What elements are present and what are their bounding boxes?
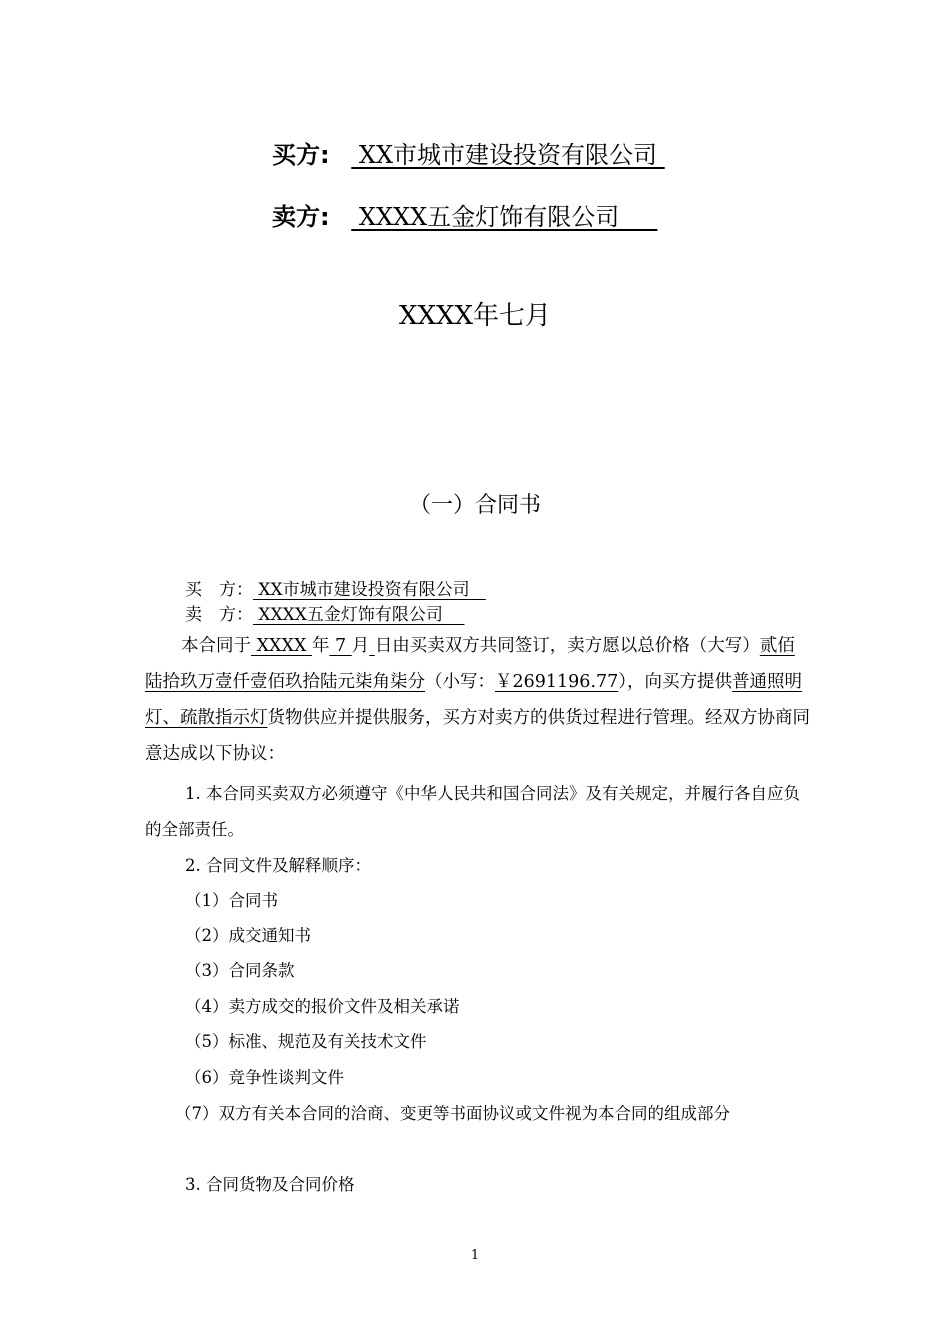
cover-date: XXXX年七月 (398, 301, 552, 331)
intro-goods: 普通照明灯、疏散指示灯 (145, 672, 803, 728)
cover-seller-name: XXXX五金灯饰有限公司 (351, 203, 658, 231)
intro-text-3: 月 (351, 636, 370, 656)
intro-text-6: ），向买方提供 (618, 672, 733, 692)
party-buyer-name: XX市城市建设投资有限公司 (253, 580, 486, 600)
party-seller-label: 卖 方： (185, 605, 253, 625)
party-buyer-line (185, 575, 486, 600)
clause-2-item-2: （2）成交通知书 (185, 926, 311, 945)
intro-text-1: 本合同于 (181, 636, 251, 656)
intro-amount-words: 贰佰陆拾玖万壹仟壹佰玖拾陆元柒角柒分 (145, 636, 795, 692)
cover-buyer-label: 买方: (272, 141, 330, 169)
clause-2-item-1: （1）合同书 (185, 891, 278, 910)
intro-text-7: 货物供应并提供服务，买方对卖方的供货过程进行管理。经双方协商同意达成以下协议： (145, 708, 810, 764)
cover-buyer-name: XX市城市建设投资有限公司 (351, 141, 665, 169)
clause-2: 2. 合同文件及解释顺序： (185, 856, 371, 875)
party-seller-line (185, 600, 464, 625)
clause-2-item-7: （7）双方有关本合同的洽商、变更等书面协议或文件视为本合同的组成部分 (175, 1104, 730, 1123)
clause-2-item-3: （3）合同条款 (185, 961, 295, 980)
intro-year: XXXX (251, 636, 312, 656)
clause-2-item-6: （6）竞争性谈判文件 (185, 1068, 344, 1087)
intro-text-5: （小写： (425, 672, 495, 692)
cover-seller-line (272, 197, 657, 232)
intro-text-2: 年 (311, 636, 330, 656)
intro-month: 7 (329, 636, 352, 656)
cover-buyer-line (272, 135, 665, 170)
clause-1: 1. 本合同买卖双方必须遵守《中华人民共和国合同法》及有关规定，并履行各自应负的全部责任。 (145, 784, 800, 839)
cover-seller-label: 卖方: (272, 203, 330, 231)
clause-3: 3. 合同货物及合同价格 (185, 1175, 355, 1194)
intro-paragraph (145, 628, 810, 772)
section-title: （一）合同书 (408, 493, 541, 518)
party-buyer-label: 买 方： (185, 580, 253, 600)
clause-2-item-4: （4）卖方成交的报价文件及相关承诺 (185, 997, 460, 1016)
intro-text-4: 日由买卖双方共同签订，卖方愿以总价格（大写） (374, 636, 760, 656)
clause-2-item-5: （5）标准、规范及有关技术文件 (185, 1032, 427, 1051)
page-number: 1 (470, 1248, 480, 1263)
intro-amount-number: ￥2691196.77 (495, 672, 619, 692)
party-seller-name: XXXX五金灯饰有限公司 (253, 605, 465, 625)
